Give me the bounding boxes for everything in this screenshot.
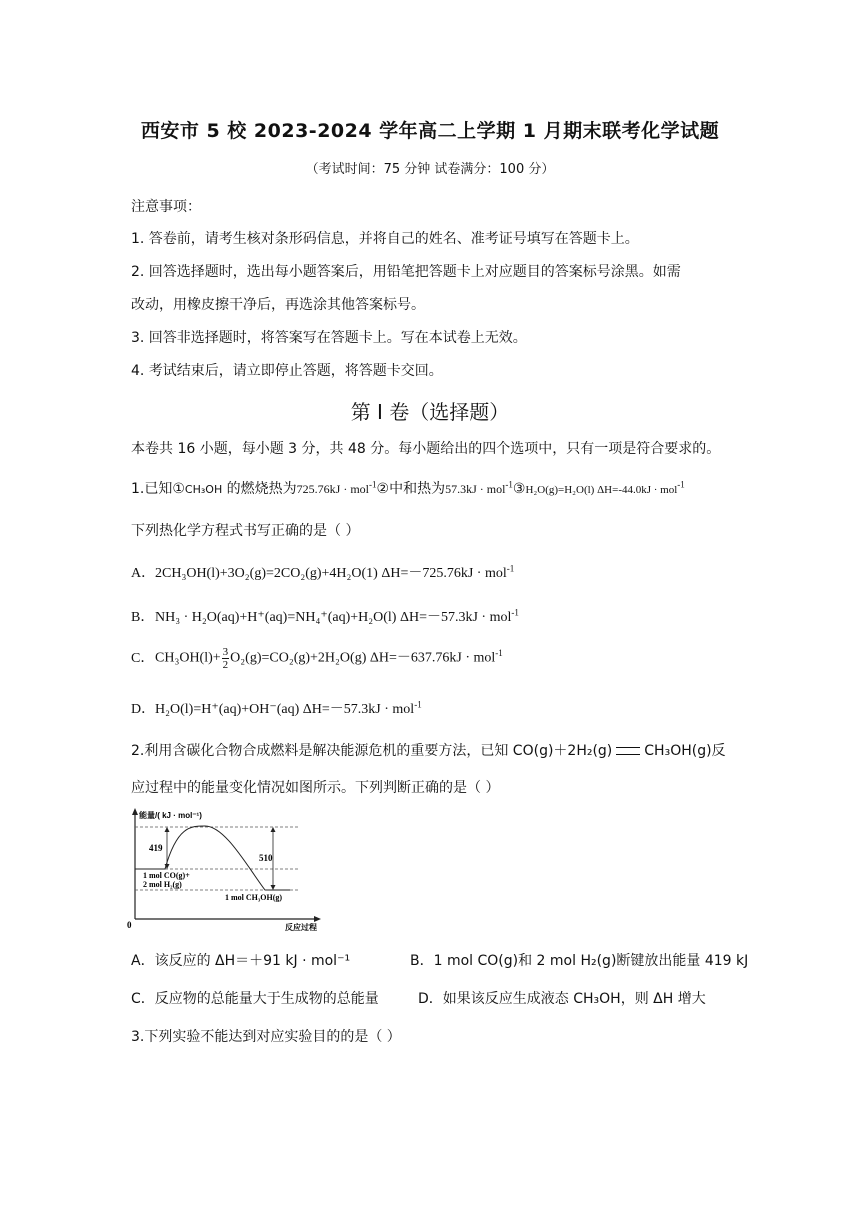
q1-option-c-label: C． xyxy=(131,650,155,666)
q1-option-b-text: NH₃ · H₂O(aq)+H⁺(aq)=NH₄⁺(aq)+H₂O(l) ΔH=－57.3kJ · mol xyxy=(155,610,512,625)
origin-label: 0 xyxy=(127,920,132,930)
q1-given xyxy=(131,478,685,498)
q2-option-c[interactable]: C．反应物的总能量大于生成物的总能量 xyxy=(131,991,379,1007)
section-intro: 本卷共 16 小题，每小题 3 分，共 48 分。每小题给出的四个选项中，只有一项是符合要求的。 xyxy=(131,441,721,457)
q1-value-1-sup: -1 xyxy=(369,479,377,490)
notice-heading: 注意事项： xyxy=(131,199,201,215)
q2-stem-part-1: 2.利用含碳化合物合成燃料是解决能源危机的重要方法，已知 CO(g)＋2H₂(g) xyxy=(131,743,613,759)
q1-value-1: 725.76kJ · mol xyxy=(296,482,370,496)
q1-option-c-pre: CH₃OH(l)+ xyxy=(155,650,221,666)
section-title: 第 I 卷（选择题） xyxy=(350,400,510,424)
q2-stem-line-2: 应过程中的能量变化情况如图所示。下列判断正确的是（ ） xyxy=(131,780,500,796)
q1-option-b-label: B． xyxy=(131,610,155,625)
q1-value-2-sup: -1 xyxy=(505,479,513,490)
fraction-numerator: 3 xyxy=(222,646,229,658)
x-axis-arrow-icon xyxy=(314,916,321,922)
fraction-denominator: 2 xyxy=(222,659,229,671)
q2-stem-part-2: CH₃OH(g)反 xyxy=(644,743,726,759)
q1-ch3oh: CH₃OH xyxy=(184,483,223,496)
q1-option-c[interactable] xyxy=(131,646,503,671)
q1-text-3: ③ xyxy=(512,481,526,497)
q1-option-d-label: D． xyxy=(131,702,156,717)
q3-stem: 3.下列实验不能达到对应实验目的的是（ ） xyxy=(131,1029,401,1045)
q1-text-1: 的燃烧热为 xyxy=(222,481,297,497)
q1-option-d-text: H₂O(l)=H⁺(aq)+OH⁻(aq) ΔH=－57.3kJ · mol xyxy=(155,702,415,717)
q1-option-c-post: O₂(g)=CO₂(g)+2H₂O(g) ΔH=－637.76kJ · mol xyxy=(230,650,496,666)
q1-option-a[interactable] xyxy=(131,562,514,582)
q2-option-d[interactable]: D．如果该反应生成液态 CH₃OH，则 ΔH 增大 xyxy=(418,991,706,1007)
reactant-label-2: 2 mol H₂(g) xyxy=(143,880,182,889)
label-510: 510 xyxy=(259,853,273,863)
q1-option-c-sup: -1 xyxy=(495,648,503,659)
arrow-510-down-icon xyxy=(271,885,276,890)
energy-diagram xyxy=(125,806,325,936)
q2-option-b[interactable]: B．1 mol CO(g)和 2 mol H₂(g)断键放出能量 419 kJ xyxy=(410,953,749,969)
q1-option-b-sup: -1 xyxy=(511,607,519,618)
notice-item-3: 3. 回答非选择题时，将答案写在答题卡上。写在本试卷上无效。 xyxy=(131,330,527,346)
reactant-label-1: 1 mol CO(g)+ xyxy=(143,871,190,880)
q1-option-b[interactable] xyxy=(131,606,519,626)
y-axis-label: 能量/( kJ · mol⁻¹) xyxy=(139,811,202,820)
y-axis-arrow-icon xyxy=(132,808,138,815)
q1-prefix: 1.已知① xyxy=(131,481,185,497)
notice-item-4: 4. 考试结束后，请立即停止答题，将答题卡交回。 xyxy=(131,363,443,379)
label-419: 419 xyxy=(149,843,163,853)
notice-item-2: 2. 回答选择题时，选出每小题答案后，用铅笔把答题卡上对应题目的答案标号涂黑。如需 xyxy=(131,264,681,280)
q1-option-c-fraction xyxy=(222,646,230,671)
q1-eq-3-sup: -1 xyxy=(677,479,685,490)
notice-item-2-cont: 改动，用橡皮擦干净后，再选涂其他答案标号。 xyxy=(131,297,425,313)
notice-item-1: 1. 答卷前，请考生核对条形码信息，并将自己的姓名、准考证号填写在答题卡上。 xyxy=(131,231,639,247)
arrow-510-up-icon xyxy=(271,827,276,832)
q1-option-d[interactable] xyxy=(131,698,422,718)
arrow-419-up-icon xyxy=(165,827,170,832)
q1-text-2: ②中和热为 xyxy=(376,481,446,497)
equilibrium-arrow-icon xyxy=(616,747,640,755)
q2-option-a[interactable]: A．该反应的 ΔH＝＋91 kJ · mol⁻¹ xyxy=(131,953,351,969)
q1-option-a-text: 2CH₃OH(l)+3O₂(g)=2CO₂(g)+4H₂O(1) ΔH=－725.76kJ · mol xyxy=(155,566,507,581)
exam-subtitle: （考试时间：75 分钟 试卷满分：100 分） xyxy=(305,162,555,177)
q1-option-a-sup: -1 xyxy=(506,563,515,574)
x-axis-label: 反应过程 xyxy=(285,923,317,932)
q1-value-2: 57.3kJ · mol xyxy=(445,482,506,496)
q1-stem: 下列热化学方程式书写正确的是（ ） xyxy=(131,523,360,539)
q1-option-a-label: A． xyxy=(131,566,156,581)
q2-stem-line-1 xyxy=(131,740,726,760)
exam-title: 西安市 5 校 2023-2024 学年高二上学期 1 月期末联考化学试题 xyxy=(140,120,720,142)
q1-eq-3: H₂O(g)=H₂O(l) ΔH=-44.0kJ · mol xyxy=(525,484,678,496)
product-label: 1 mol CH₃OH(g) xyxy=(225,893,283,902)
q1-option-d-sup: -1 xyxy=(414,699,422,710)
